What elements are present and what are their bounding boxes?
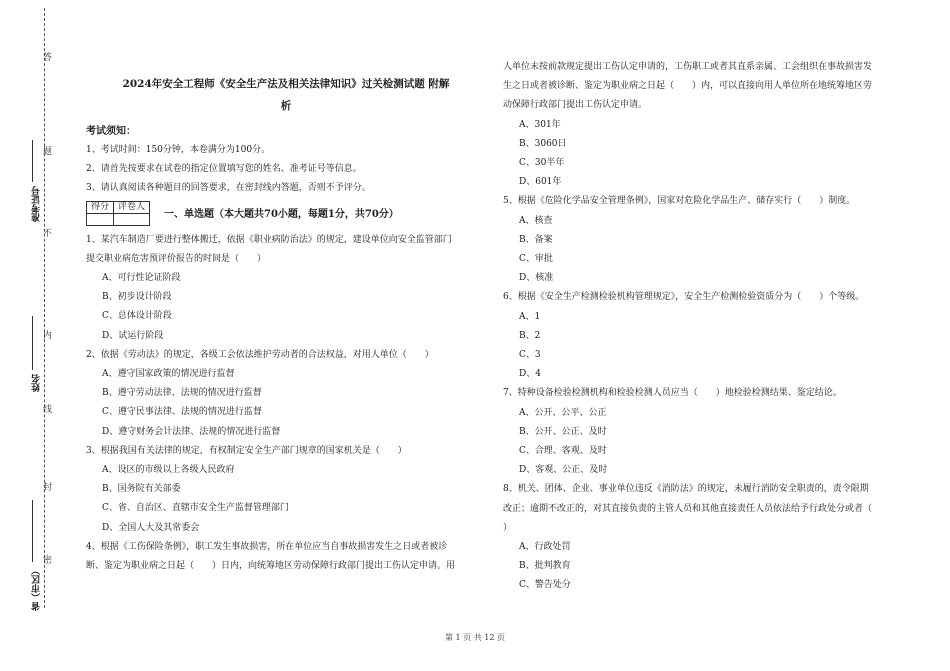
question-stem: 4、根据《工伤保险条例》，职工发生事故损害，所在单位应当自事故损害发生之日或者被诊	[86, 541, 448, 552]
name-label: 姓名	[32, 374, 42, 392]
option-b[interactable]: B、初步设计阶段	[102, 292, 172, 303]
option-a[interactable]: A、可行性论证阶段	[102, 273, 181, 284]
notice-item: 2、请首先按要求在试卷的指定位置填写您的姓名、准考证号等信息。	[86, 164, 362, 175]
option-b[interactable]: B、2	[519, 330, 541, 341]
option-c[interactable]: C、合理、客观、及时	[519, 446, 607, 457]
name-blank[interactable]	[32, 316, 33, 370]
question-5	[503, 192, 903, 288]
option-c[interactable]: C、警告处分	[519, 580, 571, 591]
question-stem: 5、根据《危险化学品安全管理条例》，国家对危险化学品生产、储存实行（ ）制度。	[503, 196, 856, 207]
question-6	[503, 288, 903, 384]
option-d[interactable]: D、4	[519, 369, 541, 380]
option-d[interactable]: D、全国人大及其常委会	[102, 522, 200, 533]
option-d[interactable]: D、601年	[519, 177, 562, 188]
option-a[interactable]: A、1	[519, 311, 541, 322]
option-c[interactable]: C、省、自治区、直辖市安全生产监督管理部门	[102, 503, 289, 514]
option-b[interactable]: B、批判教育	[519, 561, 571, 572]
question-4-continued	[503, 58, 903, 192]
option-b[interactable]: B、国务院有关部委	[102, 484, 181, 495]
question-8	[503, 480, 903, 595]
option-b[interactable]: B、公开、公正、及时	[519, 426, 607, 437]
option-a[interactable]: A、行政处罚	[519, 542, 571, 553]
margin-mark: 封	[41, 482, 51, 491]
question-3	[86, 442, 486, 538]
question-1	[86, 231, 486, 346]
margin-mark: 答	[41, 52, 51, 61]
page-title: 2024年安全工程师《安全生产法及相关法律知识》过关检测试题 附解 析	[122, 78, 450, 112]
section-title: 一、单选题（本大题共70小题，每题1分，共70分）	[164, 208, 399, 220]
question-stem: 1、某汽车制造厂要进行整体搬迁，依据《职业病防治法》的规定，建设单位向安全监管部门	[86, 234, 452, 245]
margin-mark: 不	[41, 228, 51, 237]
option-d[interactable]: D、试运行阶段	[102, 330, 164, 341]
option-d[interactable]: D、客观、公正、及时	[519, 465, 608, 476]
question-stem: 6、根据《安全生产检测检验机构管理规定》，安全生产检测检验资质分为（ ）个等级。	[503, 292, 865, 303]
option-a[interactable]: A、公开、公平、公正	[519, 407, 607, 418]
option-a[interactable]: A、遵守国家政策的情况进行监督	[102, 369, 235, 380]
margin-mark: 内	[41, 330, 51, 339]
seal-line	[44, 8, 45, 608]
right-column	[503, 58, 903, 596]
option-c[interactable]: C、审批	[519, 254, 553, 265]
option-a[interactable]: A、设区的市级以上各级人民政府	[102, 465, 235, 476]
question-7	[503, 384, 903, 480]
option-b[interactable]: B、遵守劳动法律、法规的情况进行监督	[102, 388, 262, 399]
option-c[interactable]: C、遵守民事法律、法规的情况进行监督	[102, 407, 262, 418]
page-number: 第 1 页 共 12 页	[445, 633, 505, 642]
left-column	[86, 73, 486, 576]
score-blank[interactable]	[87, 213, 114, 225]
option-a[interactable]: A、301年	[519, 119, 561, 130]
option-c[interactable]: C、3	[519, 350, 541, 361]
notice-item: 3、请认真阅读各种题目的回答要求，在密封线内答题，否则不予评分。	[86, 183, 371, 194]
option-b[interactable]: B、备案	[519, 234, 553, 245]
margin-mark: 线	[41, 404, 51, 413]
question-stem: 断、鉴定为职业病之日起（ ）日内，向统筹地区劳动保障行政部门提出工伤认定申请。用	[86, 561, 456, 572]
question-stem: ）	[503, 522, 513, 533]
question-stem: 人单位未按前款规定提出工伤认定申请的，工伤职工或者其直系亲属、工会组织在事故损害发	[503, 62, 873, 72]
reviewer-cell: 评卷人	[114, 201, 150, 213]
margin-mark: 题	[41, 146, 51, 155]
question-4	[86, 538, 486, 576]
notice-heading: 考试须知：	[86, 126, 136, 137]
question-stem: 7、特种设备检验检测机构和检验检测人员应当（ ）地检验检测结果、鉴定结论。	[503, 388, 842, 399]
question-stem: 改正；逾期不改正的，对其直接负责的主管人员和其他直接责任人员依法给予行政处分或者（	[503, 503, 873, 514]
option-c[interactable]: C、总体设计阶段	[102, 311, 172, 322]
reviewer-blank[interactable]	[114, 213, 150, 225]
question-stem: 2、依据《劳动法》的规定，各级工会依法维护劳动者的合法权益，对用人单位（ ）	[86, 349, 434, 360]
question-stem: 提交职业病危害预评价报告的时间是（ ）	[86, 253, 267, 264]
exam-number-label: 准考证号	[32, 186, 42, 222]
section-header	[86, 201, 486, 225]
question-stem: 生之日或者被诊断、鉴定为职业病之日起（ ）内，可以直接向用人单位所在地统筹地区劳	[503, 81, 873, 92]
option-d[interactable]: D、核准	[519, 273, 554, 284]
province-label: 省（市区）	[32, 566, 42, 611]
score-cell: 得分	[87, 201, 114, 213]
option-c[interactable]: C、30半年	[519, 158, 565, 169]
question-2	[86, 346, 486, 442]
option-b[interactable]: B、3060日	[519, 138, 567, 149]
margin-mark: 密	[41, 555, 51, 564]
exam-number-blank[interactable]	[32, 140, 33, 182]
option-a[interactable]: A、核查	[519, 215, 553, 226]
question-stem: 3、根据我国有关法律的规定，有权制定安全生产部门规章的国家机关是（ ）	[86, 445, 407, 456]
score-table	[86, 201, 150, 226]
question-stem: 动保障行政部门提出工伤认定申请。	[503, 100, 648, 111]
option-d[interactable]: D、遵守财务会计法律、法规的情况进行监督	[102, 426, 281, 437]
question-stem: 8、机关、团体、企业、事业单位违反《消防法》的规定，未履行消防安全职责的，责令限期	[503, 484, 869, 495]
notice-item: 1、考试时间：150分钟，本卷满分为100分。	[86, 145, 271, 155]
province-blank[interactable]	[32, 500, 33, 562]
